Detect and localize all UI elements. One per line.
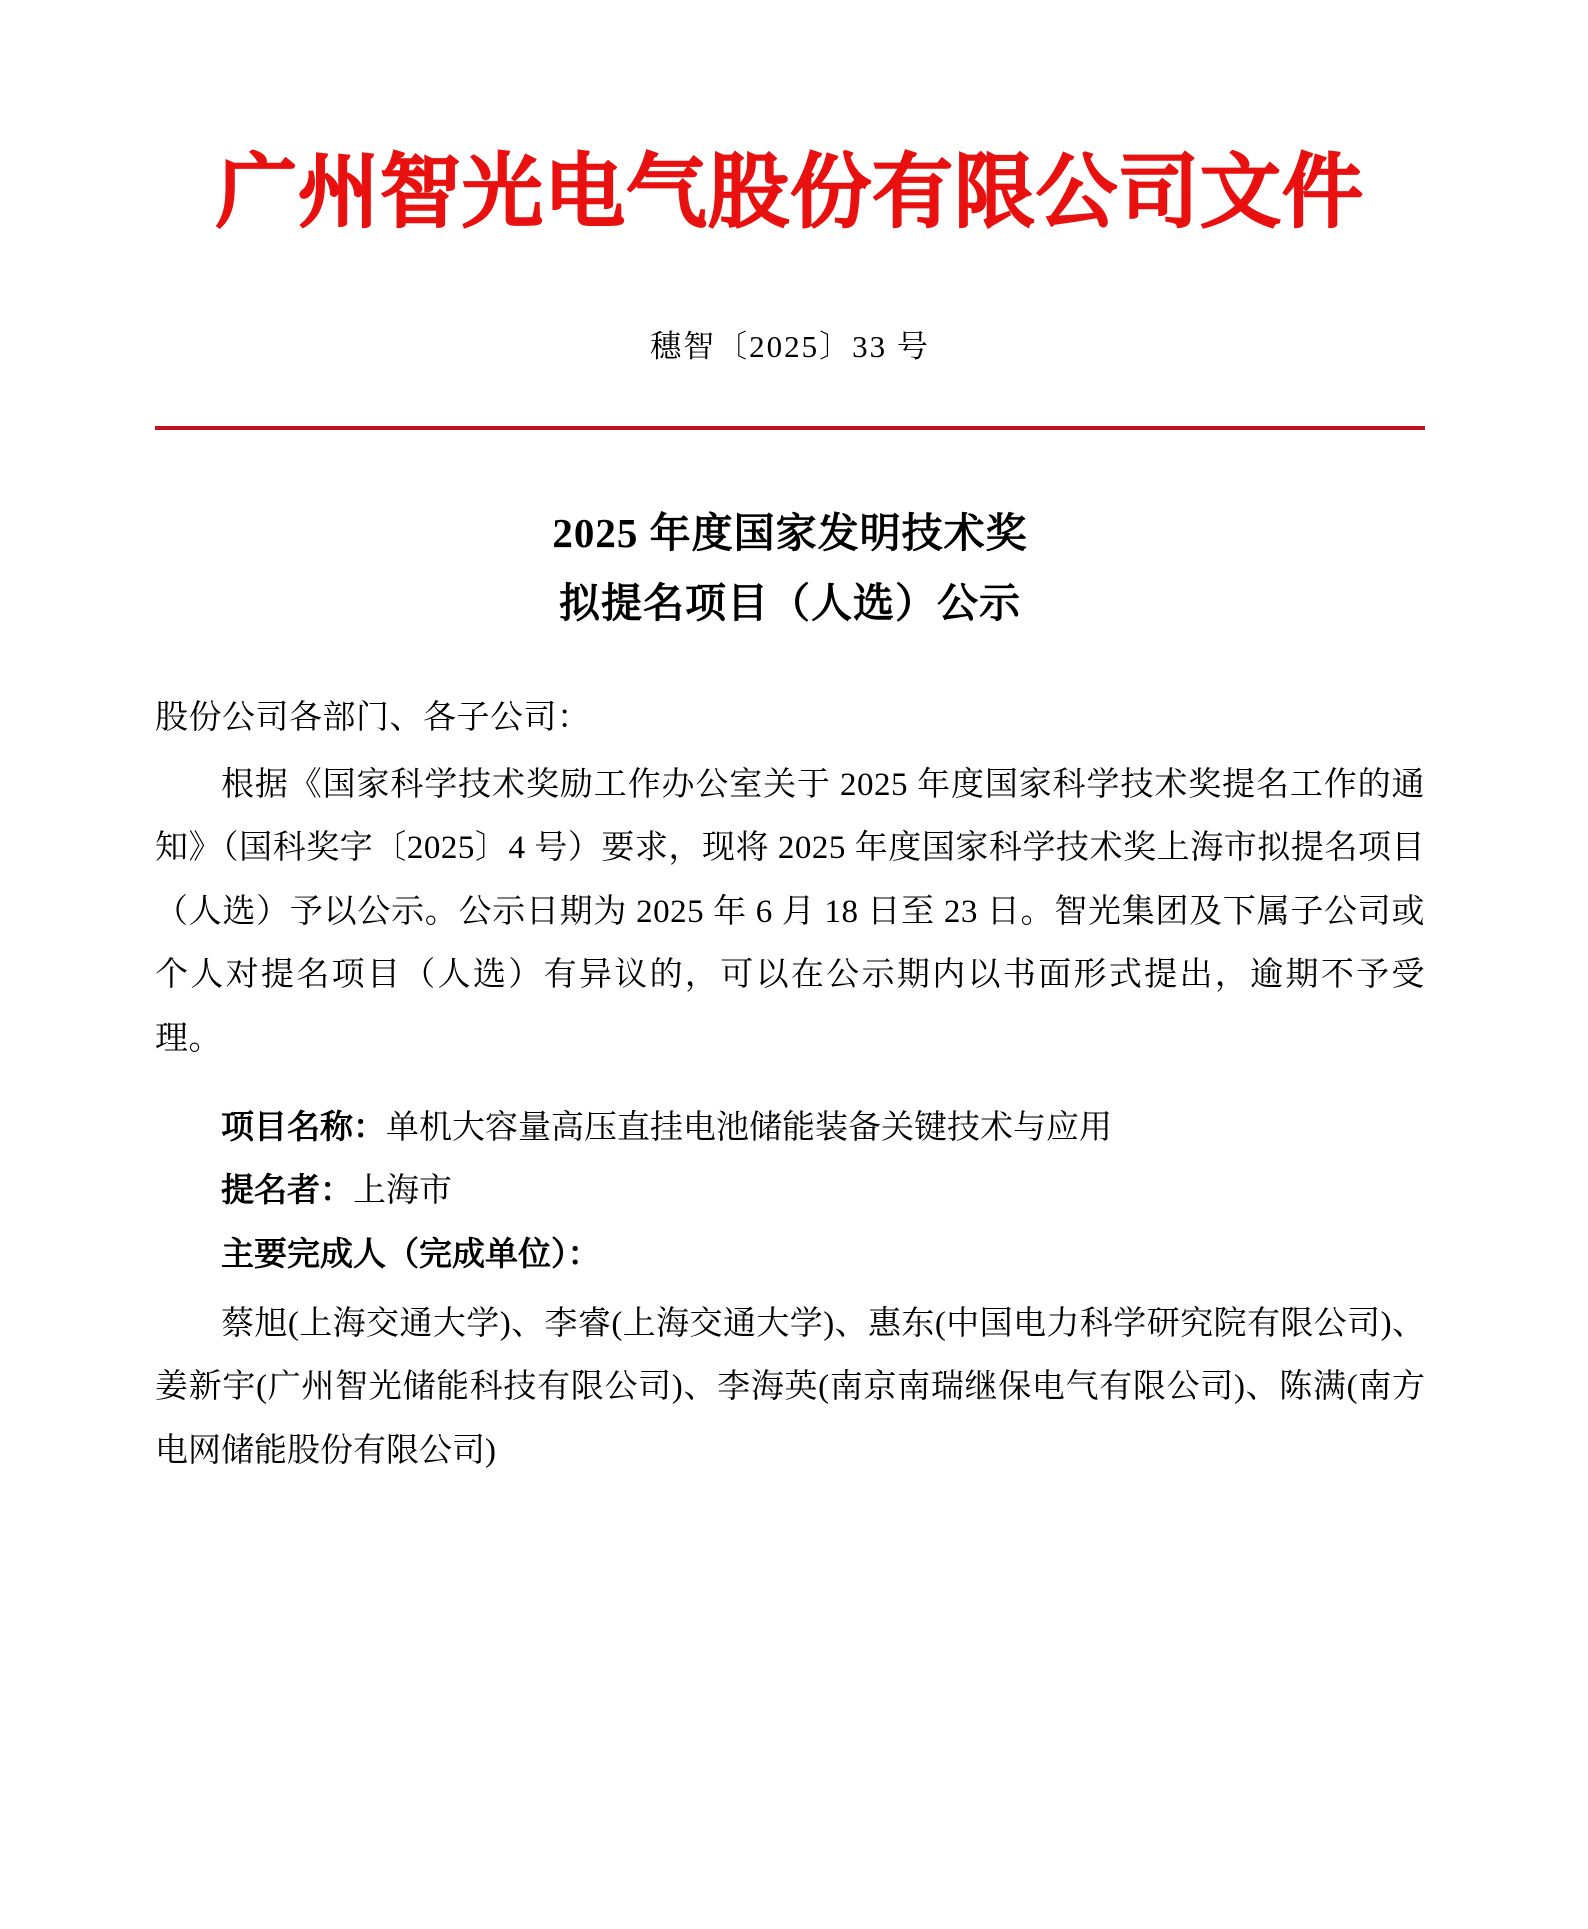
page-title-line-1: 2025 年度国家发明技术奖 bbox=[552, 509, 1028, 556]
document-content bbox=[155, 0, 1425, 1929]
field-project-name bbox=[155, 1097, 1425, 1160]
body-paragraph-1: 根据《国家科学技术奖励工作办公室关于 2025 年度国家科学技术奖提名工作的通知》（国科奖字〔2025〕4 号）要求，现将 2025 年度国家科学技术奖上海市拟提名项目（人选）予以公示。公示日期为 2025 年 6 月 18 日至 23 日。智光集团及下属子公司或个人对提名项目（人选）有异议的，可以在公示期内以书面形式提出，逾期不予受理。 bbox=[155, 767, 1425, 1057]
field-contributors-label: 主要完成人（完成单位）： bbox=[221, 1236, 601, 1273]
page-title bbox=[155, 498, 1425, 639]
field-nominator bbox=[155, 1160, 1425, 1223]
field-contributors-heading bbox=[155, 1224, 1425, 1287]
organization-title: 广州智光电气股份有限公司文件 bbox=[215, 148, 1364, 238]
body-text bbox=[155, 687, 1425, 1071]
page-title-line-2: 拟提名项目（人选）公示 bbox=[559, 580, 1021, 627]
project-fields bbox=[155, 1097, 1425, 1287]
field-nominator-label: 提名者： bbox=[221, 1173, 353, 1210]
red-divider-rule bbox=[155, 426, 1425, 430]
salutation: 股份公司各部门、各子公司： bbox=[155, 699, 591, 736]
field-nominator-value: 上海市 bbox=[353, 1173, 452, 1210]
field-project-name-label: 项目名称： bbox=[221, 1109, 386, 1146]
contributors-list: 蔡旭(上海交通大学)、李睿(上海交通大学)、惠东(中国电力科学研究院有限公司)、姜新宇(广州智光储能科技有限公司)、李海英(南京南瑞继保电气有限公司)、陈满(南方电网储能股份有限公司) bbox=[155, 1305, 1425, 1469]
document-number: 穗智〔2025〕33 号 bbox=[650, 328, 930, 364]
field-project-name-value: 单机大容量高压直挂电池储能装备关键技术与应用 bbox=[386, 1109, 1112, 1146]
